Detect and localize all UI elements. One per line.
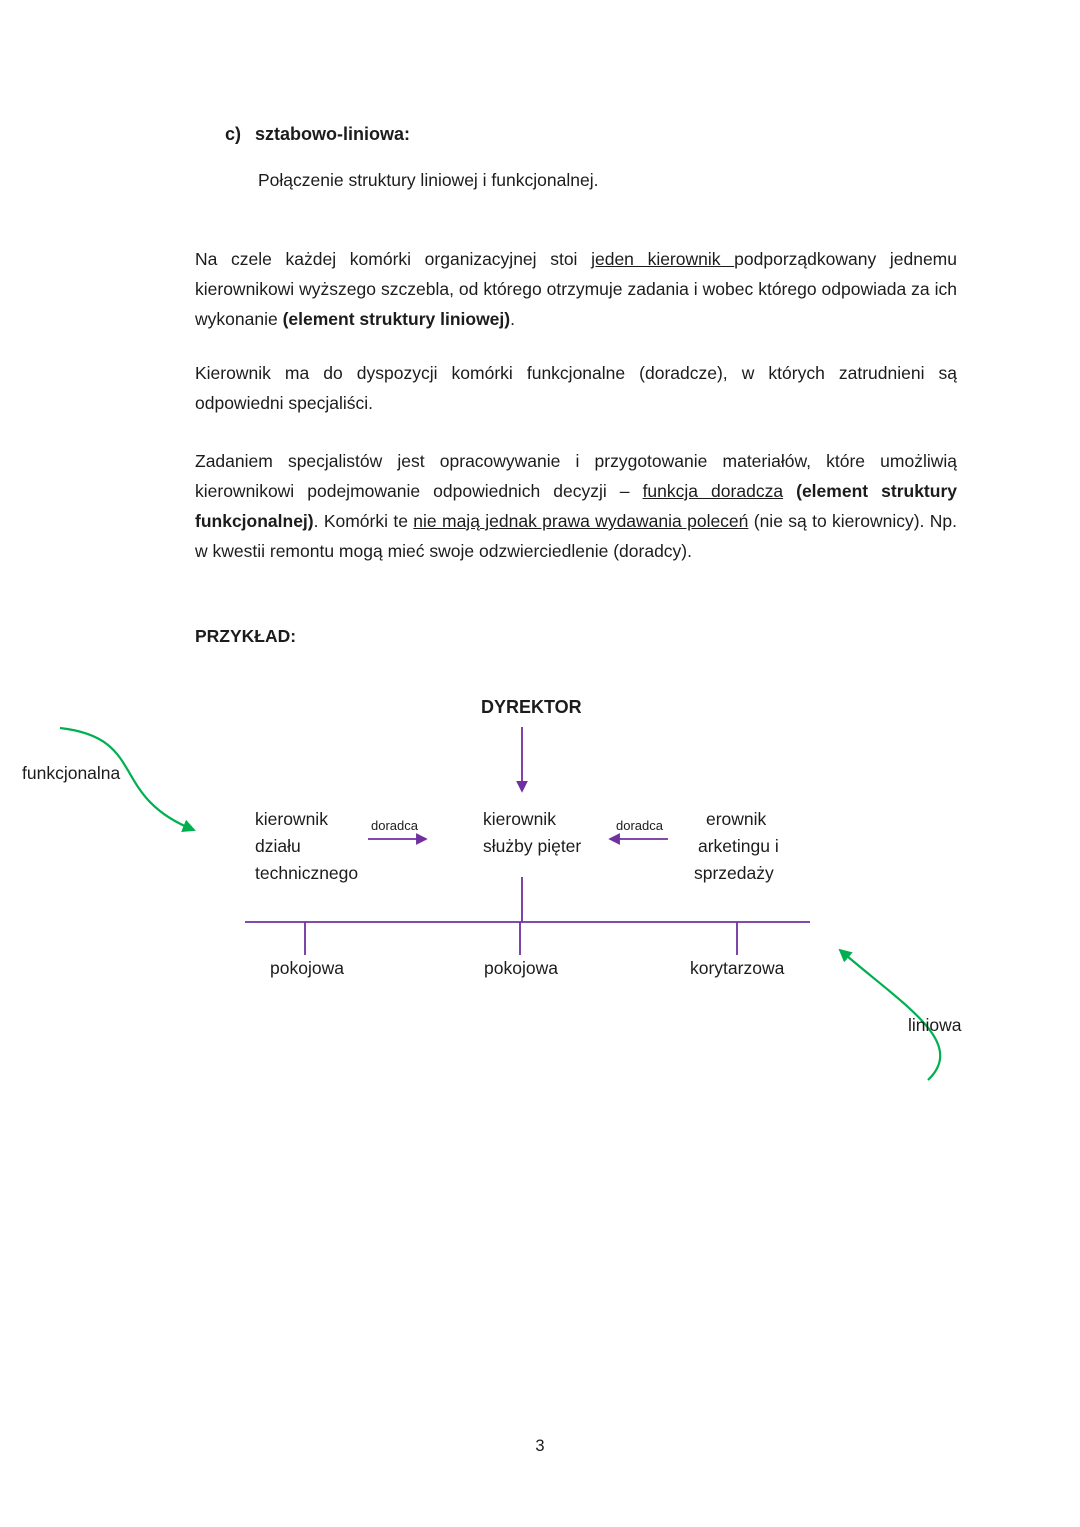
- text-segment: Na czele każdej komórki organizacyjnej stoi: [195, 249, 592, 269]
- heading-letter: c): [225, 124, 242, 144]
- branch-label-left: pokojowa: [270, 958, 344, 978]
- section-heading: [195, 120, 957, 148]
- diagram-node-marketing-manager: [694, 806, 779, 887]
- text-segment: [783, 481, 796, 501]
- text-segment: (nie są to kierownicy). Np. w kwestii remontu mogą mieć swoje odzwierciedlenie (doradcy).: [195, 511, 957, 561]
- node-line: technicznego: [255, 863, 359, 883]
- text-segment: . Komórki te: [313, 511, 414, 531]
- node-line: działu: [255, 836, 301, 856]
- text-segment-underlined: funkcja doradcza: [642, 481, 784, 501]
- node-line: sprzedaży: [694, 863, 774, 883]
- text-segment: .: [510, 309, 515, 329]
- advisor-label-right: doradca: [616, 818, 663, 833]
- text-segment-bold: (element struktury liniowej): [282, 309, 511, 329]
- paragraph-2: Kierownik ma do dyspozycji komórki funkcjonalne (doradcze), w których zatrudnieni są odpowiedni specjaliści.: [195, 363, 957, 413]
- section-subheading: Połączenie struktury liniowej i funkcjonalnej.: [258, 170, 599, 190]
- heading-title: sztabowo-liniowa:: [255, 124, 411, 144]
- paragraph-1: [195, 244, 957, 334]
- advisor-label-left: doradca: [371, 818, 418, 833]
- annotation-linear: liniowa: [908, 1015, 962, 1035]
- text-segment-underlined: nie mają jednak prawa wydawania poleceń: [413, 511, 749, 531]
- branch-label-right: korytarzowa: [690, 958, 785, 978]
- paragraph-3: [195, 446, 957, 566]
- text-segment: Zadaniem specjalistów jest opracowywanie i przygotowanie materiałów, które umożliwią kierownikowi podejmowanie odpowiednich decyzji –: [195, 451, 957, 501]
- text-segment: podporządkowany jednemu kierownikowi wyższego szczebla, od którego otrzymuje zadania i wobec którego odpowiada za ich wykonanie: [195, 249, 957, 329]
- node-line: kierownik: [483, 809, 556, 829]
- document-body: [195, 120, 957, 651]
- node-line: kierownik: [255, 809, 328, 829]
- diagram-node-director: DYREKTOR: [481, 697, 582, 717]
- node-line: służby pięter: [483, 836, 582, 856]
- text-segment-bold: (element struktury funkcjonalnej): [195, 481, 957, 531]
- page-number: 3: [535, 1437, 545, 1455]
- example-label: PRZYKŁAD:: [195, 626, 297, 646]
- diagram-node-floor-service-manager: [483, 806, 581, 860]
- annotation-functional: funkcjonalna: [22, 763, 121, 783]
- node-line: erownik: [706, 809, 767, 829]
- text-segment-underlined: jeden kierownik: [591, 249, 735, 269]
- node-line: arketingu i: [698, 836, 779, 856]
- diagram-node-technical-manager: [255, 806, 358, 887]
- branch-label-center: pokojowa: [484, 958, 558, 978]
